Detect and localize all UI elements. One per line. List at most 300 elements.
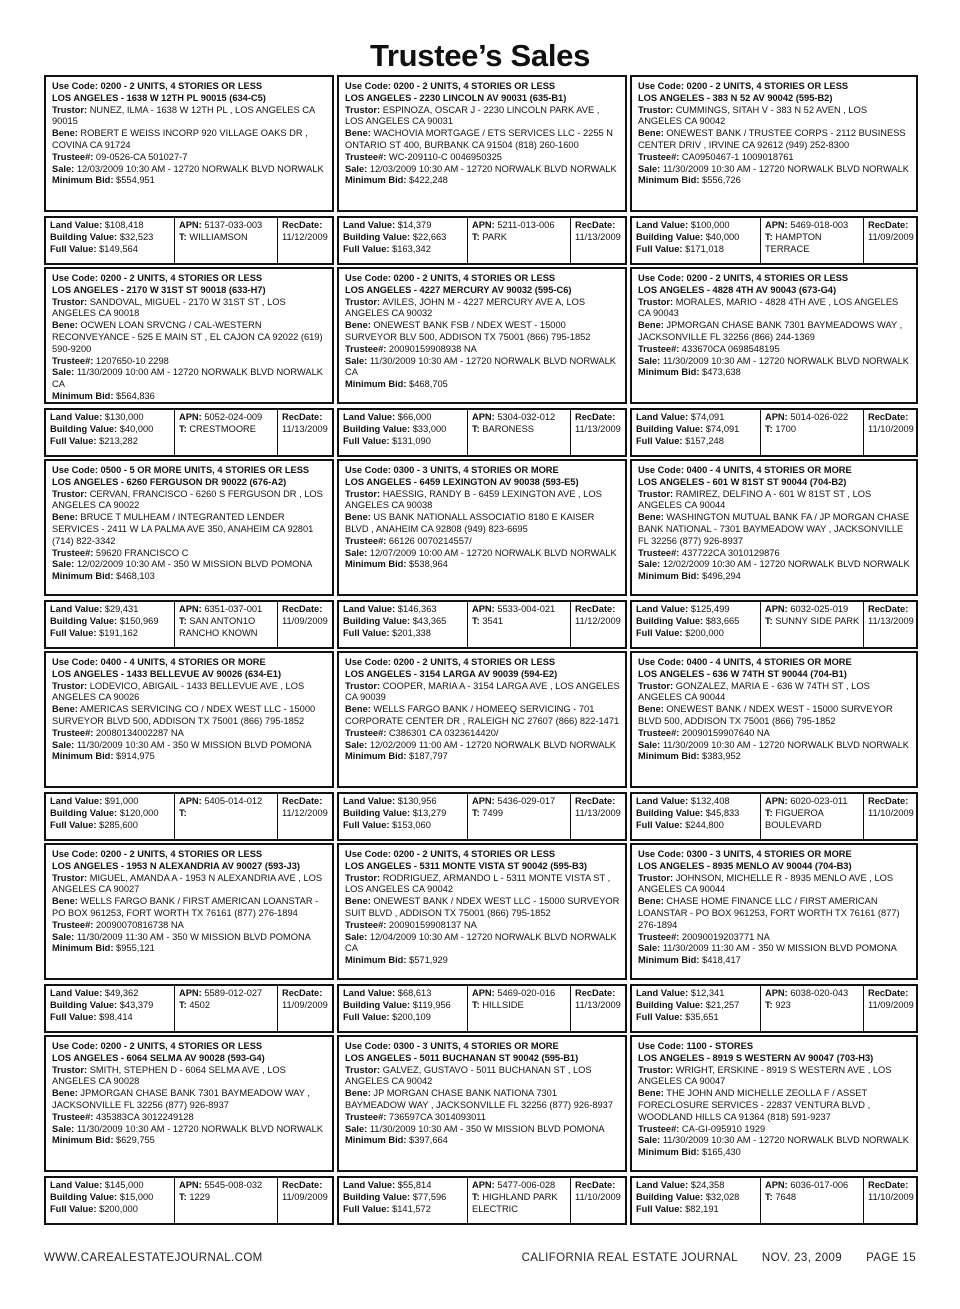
full-value-label: Full Value:	[50, 819, 97, 830]
min-bid-label: Minimum Bid:	[638, 1147, 700, 1158]
bene-value: AMERICAS SERVICING CO / NDEX WEST LLC - 15000 SURVEYOR BLVD 500, ADDISON TX 75001 (866) 795-1852	[52, 704, 316, 726]
bene-line	[638, 128, 911, 152]
trustee-label: Trustee#:	[638, 343, 680, 354]
trustee-line	[345, 1112, 620, 1124]
tract-label: T:	[179, 807, 187, 818]
trustor-value: HAESSIG, RANDY B - 6459 LEXINGTON AVE , LOS ANGELES CA 90038	[345, 488, 602, 511]
min-bid-line	[345, 175, 620, 187]
full-value-line	[50, 436, 171, 448]
tract-value: 1700	[772, 423, 797, 434]
trustor-label: Trustor:	[638, 680, 674, 691]
apn-column	[467, 218, 570, 263]
min-bid-label: Minimum Bid:	[345, 379, 407, 390]
full-value-label: Full Value:	[343, 243, 390, 254]
listing-record	[630, 843, 918, 980]
full-value-label: Full Value:	[636, 819, 683, 830]
bene-value: WELLS FARGO BANK / FIRST AMERICAN LOANSTAR - PO BOX 961253, FORT WORTH TX 76161 (877) 276-1894	[52, 896, 319, 918]
full-value-line	[343, 628, 464, 640]
tract-value: HILLSIDE	[479, 999, 524, 1010]
property-address: LOS ANGELES - 6260 FERGUSON DR 90022 (676-A2)	[52, 476, 287, 487]
full-value-line	[636, 244, 757, 256]
use-code: Use Code: 0400 - 4 UNITS, 4 STORIES OR MORE	[638, 657, 852, 667]
building-value-line	[343, 1192, 464, 1204]
sale-line	[52, 164, 327, 176]
listing-record	[337, 75, 627, 212]
listing-cell	[44, 651, 334, 842]
min-bid-label: Minimum Bid:	[52, 175, 114, 186]
sale-label: Sale:	[638, 1135, 661, 1146]
value-column	[339, 986, 467, 1031]
trustee-line	[345, 536, 620, 548]
land-value-line	[636, 1180, 757, 1192]
recdate-value: 11/12/2009	[282, 231, 328, 242]
apn-value: 6020-023-011	[787, 796, 848, 806]
min-bid-label: Minimum Bid:	[638, 367, 700, 378]
trustor-label: Trustor:	[638, 1064, 674, 1075]
bene-line	[638, 320, 911, 344]
property-address: LOS ANGELES - 4828 4TH AV 90043 (673-G4)	[638, 284, 837, 295]
full-value: $171,018	[682, 243, 724, 254]
recdate-value: 11/10/2009	[575, 1191, 621, 1202]
trustee-value: C386301 CA 0323614420/	[386, 727, 499, 738]
sale-value: 12/02/2009 10:30 AM - 350 W MISSION BLVD POMONA	[74, 559, 313, 570]
land-value-label: Land Value:	[50, 412, 103, 422]
apn-column	[760, 410, 863, 455]
listing-record	[44, 75, 334, 212]
land-value-label: Land Value:	[50, 220, 103, 230]
tract-label: T:	[179, 999, 187, 1010]
tract-line	[765, 1192, 860, 1204]
apn-label: APN:	[765, 1180, 788, 1190]
trustee-line	[52, 152, 327, 164]
min-bid-value: $955,121	[113, 943, 155, 954]
apn-value: 5052-024-009	[201, 412, 263, 422]
apn-column	[174, 218, 277, 263]
bene-label: Bene:	[638, 704, 664, 715]
apn-value: 5469-020-016	[494, 988, 556, 998]
tract-line	[179, 424, 274, 436]
building-value-label: Building Value:	[343, 615, 411, 626]
land-value-line	[343, 220, 464, 232]
bene-label: Bene:	[52, 128, 78, 139]
full-value: $157,248	[682, 435, 724, 446]
min-bid-label: Minimum Bid:	[52, 390, 114, 401]
bene-label: Bene:	[345, 704, 371, 715]
recdate-value: 11/09/2009	[868, 999, 914, 1010]
use-code: Use Code: 0200 - 2 UNITS, 4 STORIES OR LESS	[52, 81, 263, 91]
recdate-label: RecDate:	[575, 412, 616, 422]
apn-line	[472, 988, 567, 1000]
trustee-label: Trustee#:	[52, 547, 94, 558]
building-value-line	[343, 808, 464, 820]
apn-column	[174, 1178, 277, 1223]
trustee-line	[638, 932, 911, 944]
land-value-label: Land Value:	[636, 220, 689, 230]
listing-values	[337, 792, 627, 841]
listing-cell	[44, 843, 334, 1034]
recdate-label: RecDate:	[868, 796, 909, 806]
use-code: Use Code: 0300 - 3 UNITS, 4 STORIES OR MORE	[345, 465, 559, 475]
trustor-label: Trustor:	[52, 680, 88, 691]
sale-label: Sale:	[638, 943, 661, 954]
recdate-label: RecDate:	[282, 796, 323, 806]
full-value-line	[636, 1012, 757, 1024]
sale-label: Sale:	[345, 163, 368, 174]
sale-value: 11/30/2009 10:00 AM - 12720 NORWALK BLVD NORWALK CA	[52, 367, 323, 390]
min-bid-value: $564,836	[113, 390, 155, 401]
building-value: $43,365	[410, 615, 447, 626]
value-column	[46, 410, 174, 455]
trustor-value: LODEVICO, ABIGAIL - 1433 BELLEVUE AVE , LOS ANGELES CA 90026	[52, 680, 305, 703]
apn-column	[760, 986, 863, 1031]
property-address: LOS ANGELES - 1638 W 12TH PL 90015 (634-C5)	[52, 92, 266, 103]
tract-line	[765, 808, 860, 832]
trustor-value: RODRIGUEZ, ARMANDO L - 5311 MONTE VISTA ST , LOS ANGELES CA 90042	[345, 872, 611, 895]
listing-record	[630, 75, 918, 212]
listing-cell	[630, 75, 918, 266]
apn-label: APN:	[179, 604, 202, 614]
land-value: $14,379	[395, 220, 432, 230]
full-value-line	[343, 436, 464, 448]
recdate-label: RecDate:	[575, 604, 616, 614]
trustee-value: 435383CA 3012249128	[93, 1111, 194, 1122]
property-address: LOS ANGELES - 383 N 52 AV 90042 (595-B2)	[638, 92, 833, 103]
tract-label: T:	[472, 999, 480, 1010]
sale-line	[345, 932, 620, 956]
value-column	[46, 602, 174, 647]
recdate-value: 11/12/2009	[575, 615, 621, 626]
trustor-label: Trustor:	[345, 1064, 381, 1075]
listing-values	[337, 1176, 627, 1225]
full-value-label: Full Value:	[636, 435, 683, 446]
building-value: $22,663	[410, 231, 447, 242]
apn-column	[760, 1178, 863, 1223]
full-value-label: Full Value:	[50, 1011, 97, 1022]
building-value-line	[636, 808, 757, 820]
listing-record	[630, 267, 918, 404]
listings-grid	[44, 75, 918, 1226]
min-bid-value: $397,664	[406, 1135, 448, 1146]
land-value: $108,418	[102, 220, 144, 230]
apn-column	[174, 602, 277, 647]
page-title: Trustee’s Sales	[369, 38, 591, 73]
land-value: $74,091	[688, 412, 725, 422]
land-value: $132,408	[688, 796, 730, 806]
apn-value: 5589-012-027	[201, 988, 263, 998]
trustor-value: MIGUEL, AMANDA A - 1953 N ALEXANDRIA AVE , LOS ANGELES CA 90027	[52, 872, 323, 895]
apn-label: APN:	[179, 988, 202, 998]
sale-value: 11/30/2009 10:30 AM - 12720 NORWALK BLVD NORWALK	[660, 739, 909, 750]
sale-label: Sale:	[52, 559, 75, 570]
apn-label: APN:	[765, 220, 788, 230]
apn-label: APN:	[472, 220, 495, 230]
building-value: $83,665	[703, 615, 740, 626]
apn-column	[174, 410, 277, 455]
apn-value: 5304-032-012	[494, 412, 556, 422]
listing-cell	[337, 1035, 627, 1226]
use-code: Use Code: 0200 - 2 UNITS, 4 STORIES OR LESS	[638, 81, 849, 91]
trustor-label: Trustor:	[345, 488, 381, 499]
sale-label: Sale:	[345, 355, 368, 366]
building-value-line	[50, 424, 171, 436]
trustor-line	[638, 489, 911, 513]
bene-line	[638, 1088, 911, 1123]
building-value-label: Building Value:	[343, 999, 411, 1010]
bene-label: Bene:	[345, 320, 371, 331]
apn-column	[174, 986, 277, 1031]
sale-label: Sale:	[52, 367, 75, 378]
recdate-label: RecDate:	[868, 1180, 909, 1190]
tract-label: T:	[179, 423, 187, 434]
min-bid-line	[345, 955, 620, 967]
full-value-label: Full Value:	[636, 243, 683, 254]
land-value-label: Land Value:	[636, 412, 689, 422]
tract-value: FIGUEROA BOULEVARD	[765, 807, 824, 830]
recdate-column	[863, 986, 916, 1031]
sale-line	[345, 356, 620, 380]
trustee-label: Trustee#:	[345, 343, 387, 354]
full-value-label: Full Value:	[50, 243, 97, 254]
trustee-line	[638, 152, 911, 164]
listing-values	[44, 600, 334, 649]
apn-line	[765, 220, 860, 232]
sale-label: Sale:	[345, 931, 368, 942]
listing-values	[630, 1176, 918, 1225]
listing-cell	[337, 651, 627, 842]
tract-value: SAN ANTON1O RANCHO KNOWN	[179, 615, 258, 638]
land-value-line	[50, 796, 171, 808]
sale-line	[638, 356, 911, 368]
trustor-value: JOHNSON, MICHELLE R - 8935 MENLO AVE , LOS ANGELES CA 90044	[638, 872, 894, 895]
trustee-line	[345, 152, 620, 164]
apn-label: APN:	[179, 412, 202, 422]
trustee-value: 09-0526-CA 501027-7	[93, 151, 188, 162]
listing-record	[630, 1035, 918, 1172]
land-value: $12,341	[688, 988, 725, 998]
bene-line	[52, 704, 327, 728]
footer-info	[522, 1252, 916, 1264]
trustee-label: Trustee#:	[638, 547, 680, 558]
trustee-label: Trustee#:	[345, 535, 387, 546]
listing-cell	[337, 75, 627, 266]
recdate-value: 11/10/2009	[868, 1191, 914, 1202]
sale-value: 11/30/2009 10:30 AM - 12720 NORWALK BLVD NORWALK	[74, 1123, 323, 1134]
trustee-line	[638, 1124, 911, 1136]
building-value-label: Building Value:	[50, 231, 118, 242]
min-bid-value: $418,417	[699, 955, 741, 966]
recdate-label: RecDate:	[868, 988, 909, 998]
sale-value: 11/30/2009 10:30 AM - 12720 NORWALK BLVD NORWALK	[660, 163, 909, 174]
min-bid-label: Minimum Bid:	[345, 955, 407, 966]
full-value-line	[50, 1204, 171, 1216]
land-value-label: Land Value:	[343, 1180, 396, 1190]
trustor-value: WRIGHT, ERSKINE - 8919 S WESTERN AVE , LOS ANGELES CA 90047	[638, 1064, 892, 1087]
full-value: $149,564	[96, 243, 138, 254]
value-column	[46, 1178, 174, 1223]
bene-value: JPMORGAN CHASE BANK 7301 BAYMEADOW WAY , JACKSONVILLE FL 32256 (877) 926-8937	[52, 1088, 310, 1110]
recdate-value: 11/13/2009	[575, 999, 621, 1010]
full-value-line	[343, 1204, 464, 1216]
listing-record	[44, 651, 334, 788]
recdate-value: 11/13/2009	[868, 615, 914, 626]
listing-record	[337, 1035, 627, 1172]
tract-value: 7499	[479, 807, 504, 818]
listing-values	[44, 216, 334, 265]
recdate-label: RecDate:	[868, 604, 909, 614]
min-bid-value: $165,430	[699, 1147, 741, 1158]
bene-value: ONEWEST BANK FSB / NDEX WEST - 15000 SURVEYOR BLV 500, ADDISON TX 75001 (866) 795-1852	[345, 320, 591, 342]
footer-page: PAGE 15	[866, 1252, 916, 1264]
full-value-line	[636, 436, 757, 448]
sale-value: 12/02/2009 11:00 AM - 12720 NORWALK BLVD NORWALK	[367, 739, 616, 750]
bene-value: ONEWEST BANK / NDEX WEST - 15000 SURVEYOR BLVD 500, ADDISON TX 75001 (866) 795-1852	[638, 704, 893, 726]
listing-cell	[630, 459, 918, 650]
trustee-label: Trustee#:	[52, 151, 94, 162]
tract-line	[472, 1192, 567, 1216]
sale-label: Sale:	[52, 931, 75, 942]
listing-values	[44, 792, 334, 841]
land-value: $91,000	[102, 796, 139, 806]
trustor-label: Trustor:	[638, 104, 674, 115]
sale-value: 12/02/2009 10:30 AM - 12720 NORWALK BLVD NORWALK	[660, 559, 910, 570]
apn-line	[765, 604, 860, 616]
trustee-value: 66126 0070214557/	[386, 535, 472, 546]
recdate-column	[277, 410, 332, 455]
recdate-column	[277, 1178, 332, 1223]
trustor-label: Trustor:	[52, 104, 88, 115]
trustor-label: Trustor:	[52, 872, 88, 883]
trustee-label: Trustee#:	[638, 931, 680, 942]
bene-line	[638, 512, 911, 547]
tract-line	[179, 808, 274, 820]
full-value-label: Full Value:	[343, 435, 390, 446]
trustee-line	[345, 344, 620, 356]
building-value: $13,279	[410, 807, 447, 818]
bene-label: Bene:	[638, 896, 664, 907]
bene-value: BRUCE T MULHEAM / INTEGRANTED LENDER SERVICES - 2411 W LA PALMA AVE 350, ANAHEIM CA 92801 (714) 822-3342	[52, 512, 314, 546]
full-value: $285,600	[96, 819, 138, 830]
listing-values	[337, 984, 627, 1033]
trustee-value: 20090070816738 NA	[93, 919, 184, 930]
recdate-column	[570, 1178, 625, 1223]
apn-column	[467, 1178, 570, 1223]
trustee-label: Trustee#:	[638, 1123, 680, 1134]
building-value-label: Building Value:	[343, 231, 411, 242]
min-bid-value: $496,294	[699, 571, 741, 582]
land-value: $55,814	[395, 1180, 432, 1190]
full-value: $82,191	[682, 1203, 719, 1214]
property-address: LOS ANGELES - 5011 BUCHANAN ST 90042 (595-B1)	[345, 1052, 579, 1063]
trustor-line	[345, 873, 620, 897]
trustor-value: ESPINOZA, OSCAR J - 2230 LINCOLN PARK AVE , LOS ANGELES CA 90031	[345, 104, 600, 127]
recdate-column	[277, 986, 332, 1031]
land-value: $125,499	[688, 604, 730, 614]
land-value: $24,358	[688, 1180, 725, 1190]
trustee-line	[345, 920, 620, 932]
apn-column	[760, 218, 863, 263]
min-bid-label: Minimum Bid:	[52, 571, 114, 582]
building-value-label: Building Value:	[636, 231, 704, 242]
listing-cell	[337, 267, 627, 458]
building-value: $74,091	[703, 423, 740, 434]
full-value: $131,090	[389, 435, 431, 446]
trustee-label: Trustee#:	[345, 151, 387, 162]
min-bid-line	[52, 1135, 327, 1147]
building-value: $150,969	[117, 615, 159, 626]
tract-label: T:	[472, 807, 480, 818]
sale-line	[638, 740, 911, 752]
sale-value: 12/04/2009 10:30 AM - 12720 NORWALK BLVD NORWALK CA	[345, 931, 617, 954]
tract-line	[765, 232, 860, 256]
land-value-line	[50, 1180, 171, 1192]
min-bid-line	[52, 943, 327, 955]
building-value-label: Building Value:	[50, 423, 118, 434]
property-address: LOS ANGELES - 2170 W 31ST ST 90018 (633-H7)	[52, 284, 266, 295]
land-value-line	[343, 604, 464, 616]
building-value-line	[343, 616, 464, 628]
min-bid-line	[345, 1135, 620, 1147]
building-value: $45,833	[703, 807, 740, 818]
value-column	[46, 986, 174, 1031]
bene-value: WASHINGTON MUTUAL BANK FA / JP MORGAN CHASE BANK NATIONAL - 7301 BAYMEADOW WAY , JACKSONVILLE FL 32256 (877) 926-8937	[638, 512, 910, 546]
recdate-column	[570, 794, 625, 839]
land-value-line	[636, 412, 757, 424]
recdate-column	[863, 1178, 916, 1223]
trustor-value: NUNEZ, ILMA - 1638 W 12TH PL , LOS ANGELES CA 90015	[52, 104, 315, 127]
listing-cell	[337, 843, 627, 1034]
tract-value: PARK	[479, 231, 507, 242]
trustee-label: Trustee#:	[52, 727, 94, 738]
trustor-label: Trustor:	[638, 872, 674, 883]
use-code: Use Code: 0200 - 2 UNITS, 4 STORIES OR LESS	[52, 1041, 263, 1051]
use-code: Use Code: 0400 - 4 UNITS, 4 STORIES OR MORE	[638, 465, 852, 475]
min-bid-label: Minimum Bid:	[345, 559, 407, 570]
apn-line	[179, 988, 274, 1000]
land-value-label: Land Value:	[50, 796, 103, 806]
min-bid-label: Minimum Bid:	[638, 955, 700, 966]
recdate-column	[863, 794, 916, 839]
min-bid-label: Minimum Bid:	[638, 175, 700, 186]
property-address: LOS ANGELES - 4227 MERCURY AV 90032 (595-C6)	[345, 284, 572, 295]
bene-line	[638, 896, 911, 931]
full-value-line	[343, 820, 464, 832]
tract-label: T:	[472, 615, 480, 626]
bene-value: ROBERT E WEISS INCORP 920 VILLAGE OAKS DR , COVINA CA 91724	[52, 128, 308, 150]
recdate-value: 11/09/2009	[868, 231, 914, 242]
land-value-line	[636, 220, 757, 232]
bene-line	[345, 896, 620, 920]
land-value-line	[50, 988, 171, 1000]
recdate-label: RecDate:	[282, 412, 323, 422]
trustee-label: Trustee#:	[638, 151, 680, 162]
trustor-label: Trustor:	[345, 680, 381, 691]
apn-line	[179, 796, 274, 808]
tract-line	[472, 232, 567, 244]
trustee-value: 20090159908137 NA	[386, 919, 477, 930]
bene-value: OCWEN LOAN SRVCNG / CAL-WESTERN RECONVEYANCE - 525 E MAIN ST , EL CAJON CA 92022 (619) 590-9200	[52, 320, 323, 354]
listing-values	[44, 408, 334, 457]
apn-value: 6036-017-006	[787, 1180, 849, 1190]
listing-values	[630, 216, 918, 265]
full-value-label: Full Value:	[636, 1203, 683, 1214]
building-value: $40,000	[703, 231, 740, 242]
value-column	[632, 410, 760, 455]
sale-value: 12/03/2009 10:30 AM - 12720 NORWALK BLVD NORWALK	[74, 163, 324, 174]
building-value: $120,000	[117, 807, 159, 818]
apn-label: APN:	[472, 1180, 495, 1190]
building-value: $40,000	[117, 423, 154, 434]
recdate-value: 11/13/2009	[575, 231, 621, 242]
